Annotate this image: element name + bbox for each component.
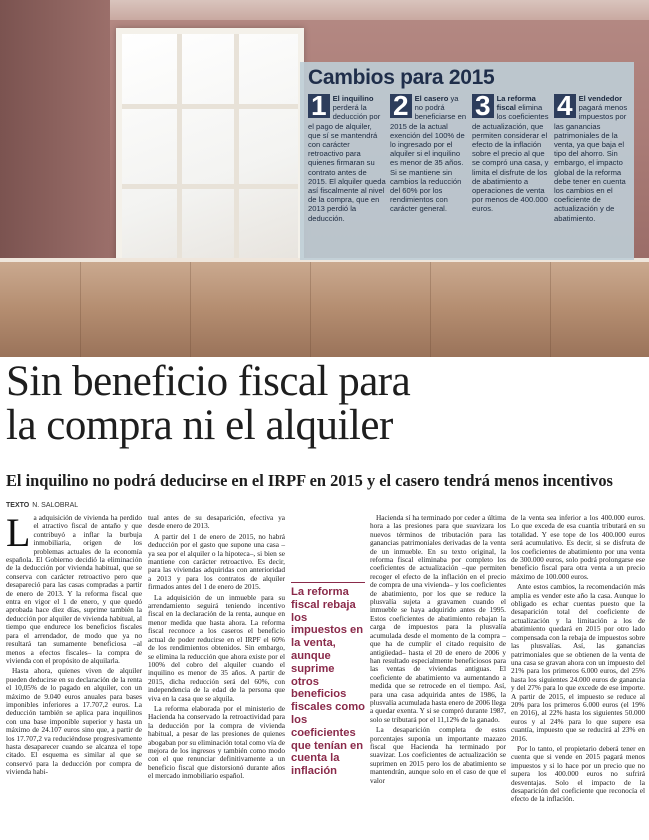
sidebar-item-text: pagará menos impuestos por las ganancias patrimoniales de la venta, ya que baja el tipo del ahorro. Sin embargo, el impacto global de la reforma debe tener en cuenta los cambios en el coeficiente de actualización y de abatimiento. bbox=[554, 103, 628, 223]
sidebar-item-number: 3 bbox=[472, 94, 494, 118]
sidebar-item bbox=[390, 90, 468, 214]
sidebar-item-text: ya no podrá beneficiarse en 2015 de la actual exención del 100% de lo ingresado por el alquiler si el inquilino es menor de 35 años. Si se mantiene sin cambios la reducción del 60% por los rendimientos con carácter general. bbox=[390, 94, 467, 214]
article-column-1 bbox=[6, 510, 142, 779]
sidebar-item bbox=[554, 90, 632, 223]
headline-line: Sin beneficio fiscal para bbox=[6, 358, 411, 405]
floor-board-line bbox=[80, 262, 81, 357]
sidebar-item-text: elimina los coeficientes de actualización, que permiten considerar el efecto de la inflación sobre el precio al que se compró una casa, y limita el disfrute de los de abatimiento a operaciones de venta por menos de 400.000 euros. bbox=[472, 103, 549, 214]
article-paragraph: La desaparición completa de estos porcentajes suponía un importante mazazo fiscal que Hacienda ha terminado por suavizar. Los coeficientes de actualización se suprimen en 2015 pero los de abatimiento se mantendrán, aunque solo en el caso de que el valor bbox=[370, 725, 506, 785]
pull-quote: La reforma fiscal rebaja los impuestos en la venta, aunque suprime otros beneficios fiscales como los coeficientes que tenían en cuenta la inflación bbox=[291, 582, 365, 778]
floor-board-line bbox=[430, 262, 431, 357]
article-paragraph: de la venta sea inferior a los 400.000 euros. Lo que exceda de esa cuantía tributará en su totalidad. Y ese tope de los 400.000 euros será acumulativo. Es decir, si se disfruta de los coeficientes de abatimiento por una venta de 300.000 euros, solo podrá prolongarse ese beneficio fiscal para otra venta a un precio máximo de 100.000 euros. bbox=[511, 513, 645, 581]
article-column-4 bbox=[511, 514, 645, 806]
wooden-floor bbox=[0, 262, 649, 357]
sidebar-item-number: 2 bbox=[390, 94, 412, 118]
sidebar-item-lead: El inquilino bbox=[332, 94, 374, 103]
article-paragraph: Hacienda sí ha terminado por ceder a última hora a las presiones para que suavizara los nuevos términos de tributación para las ganancias patrimoniales derivadas de la venta de un inmueble. En su texto original, la reforma fiscal eliminaba por completo los coeficientes de actualización –que permiten recoger el efecto de la inflación en el precio de compra de una vivienda– y los coeficientes de abatimiento, por los que se reduce la plusvalía sujeta a gravamen cuando el inmueble se haya adquirido antes de 1995. Estos coeficientes de abatimiento rebajan la carga de impuestos para la plusvalía acumulada desde el momento de la compra –que ha de cumplir el citado requisito de antigüedad– hasta el 20 de enero de 2006 y han resultado especialmente beneficiosos para las ventas de viviendas antiguas. El coeficiente de abatimiento va aumentando a medida que se retrocede en el tiempo. Así, para una casa adquirida antes de 1986, la plusvalía acumulada hasta enero de 2006 llega a quedar exenta. Y si se compró durante 1987, solo se tributará por el 11,12% de la ganado. bbox=[370, 513, 506, 724]
drop-cap: L bbox=[6, 510, 31, 555]
sidebar-item-lead: El vendedor bbox=[578, 94, 623, 103]
sidebar-item-number: 1 bbox=[308, 94, 330, 118]
floor-board-line bbox=[550, 262, 551, 357]
byline-author: N. SALOBRAL bbox=[32, 502, 79, 509]
article-paragraph: Ante estos cambios, la recomendación más amplia es vender este año la casa. Aunque lo obligado es echar cuentas puesto que la desaparición total del coeficiente de actualización y la limitación a los de abatimiento quedará en 2015 por otro lado compensada con la rebaja de impuestos sobre las plusvalías. Así, las ganancias patrimoniales que se obtienen de la venta de una casa se gravan ahora con un impuesto del 21% para los primeros 6.000 euros, del 25% hasta los siguientes 24.000 euros de ganancia y del 27% para lo que excede de ese importe. A partir de 2015, el impuesto se reduce al 20% para los primeros 6.000 euros (el 19% en 2016), al 22% hasta los siguientes 50.000 euros y al 24% para lo que supere esa cuantía, impuesto que se reducirá al 23% en 2016. bbox=[511, 582, 645, 743]
sidebar-item bbox=[472, 90, 550, 214]
article-paragraph: La adquisición de un inmueble para su arrendamiento seguirá teniendo incentivo fiscal en la declaración de la renta, aunque en menor medida que hasta ahora. La reforma fiscal reconoce a los caseros el beneficio actual de poder reducirse en el IRPF el 60% de los rendimientos obtenidos. Sin embargo, se elimina la reducción que ahora existe por el 100% del cobro del alquiler cuando el inquilino es menor de 35 años. A partir de 2015, dicha reducción será del 60%, con independencia de la edad de la persona que viva en la casa que se alquila. bbox=[148, 592, 285, 703]
window-mullion bbox=[122, 104, 298, 109]
headline bbox=[6, 360, 646, 448]
sidebar-title: Cambios para 2015 bbox=[308, 66, 495, 89]
byline bbox=[6, 502, 78, 509]
sidebar-item-lead: La reforma fiscal bbox=[496, 94, 536, 113]
article-column-2 bbox=[148, 514, 285, 783]
sidebar-item-text: perderá la deducción por el pago de alquiler, que sí se mantendrá con carácter retroactivo para quienes firmaran su contrato antes de 2015. El alquiler queda así fiscalmente al nivel de la compra, que en 2013 perdió la deducción. bbox=[308, 103, 386, 223]
byline-label: TEXTO bbox=[6, 502, 30, 509]
window-mullion bbox=[122, 184, 298, 189]
article-paragraph: La reforma elaborada por el ministerio de Hacienda ha conservado la retroactividad para la deducción por la compra de vivienda habitual, a pesar de las presiones de quienes abogaban por su eliminación total como vía de mejora de los ingresos y también como modo con el que renunciar definitivamente a un beneficio fiscal que distorsionó durante años el mercado inmobiliario español. bbox=[148, 703, 285, 781]
window-mullion bbox=[234, 34, 239, 272]
article-paragraph: A partir del 1 de enero de 2015, no habrá deducción por el gasto que supone una casa –ya sea por el alquiler o la hipoteca–, si bien se mantiene con carácter retroactivo. Es decir, para las viviendas adquiridas con anterioridad a 2013 y para los contratos de alquiler firmados antes del 1 de enero de 2015. bbox=[148, 531, 285, 592]
sidebar-item-lead: El casero bbox=[414, 94, 449, 103]
window-mullion bbox=[177, 34, 182, 272]
subheadline: El inquilino no podrá deducirse en el IRPF en 2015 y el casero tendrá menos incentivos bbox=[6, 471, 613, 490]
side-wall bbox=[0, 0, 110, 300]
headline-line: la compra ni el alquiler bbox=[6, 402, 393, 449]
floor-board-line bbox=[310, 262, 311, 357]
window-image bbox=[116, 28, 304, 278]
article-paragraph: Hasta ahora, quienes viven de alquiler pueden deducirse en su declaración de la renta el 10,05% de lo pagado en alquiler, con un máximo de 9.040 euros anuales para bases imponibles inferiores a 17.707,2 euros. La deducción también se aplica para inquilinos con una base imponible superior y hasta un máximo de 24.107 euros sino que, a partir de los 17.707,2 va reduciéndose progresivamente hasta desaparecer cuando se alcanza el tope citado. El esquema es similar al que se conservó para la deducción por compra de vivienda habi- bbox=[6, 666, 142, 777]
article-paragraph: Por lo tanto, el propietario deberá tener en cuenta que si vende en 2015 pagará menos impuestos y si lo hace por un precio que no supera los 400.000 euros no sufrirá desventajas. Solo el impacto de la desaparición del coeficiente que reconocía el efecto de la inflación. bbox=[511, 743, 645, 804]
article-column-3 bbox=[370, 514, 506, 787]
floor-board-line bbox=[190, 262, 191, 357]
article-paragraph: tual antes de su desaparición, efectiva ya desde enero de 2013. bbox=[148, 513, 285, 531]
changes-sidebar bbox=[300, 62, 634, 260]
article-paragraph: La adquisición de vivienda ha perdido el atractivo fiscal de antaño y que contribuyó a inflar la burbuja inmobiliaria, origen de los problemas actuales de la economía española. El Gobierno decidió la eliminación de la deducción por vivienda habitual, que se conserva con carácter retroactivo pero que desapareció para las casas compradas a partir de enero de 2013. Y la reforma fiscal que entra en vigor el 1 de enero, y que quedó aprobada hace diez días, suprime también la deducción por alquiler de vivienda habitual, al tiempo que endurece los beneficios fiscales para el arrendador, de modo que ya no resultará tan sumamente beneficiosa –al menos a efectos fiscales– la compra de vivienda con el propósito de alquilarla. bbox=[6, 510, 142, 665]
sidebar-item-number: 4 bbox=[554, 94, 576, 118]
sidebar-item bbox=[308, 90, 386, 223]
